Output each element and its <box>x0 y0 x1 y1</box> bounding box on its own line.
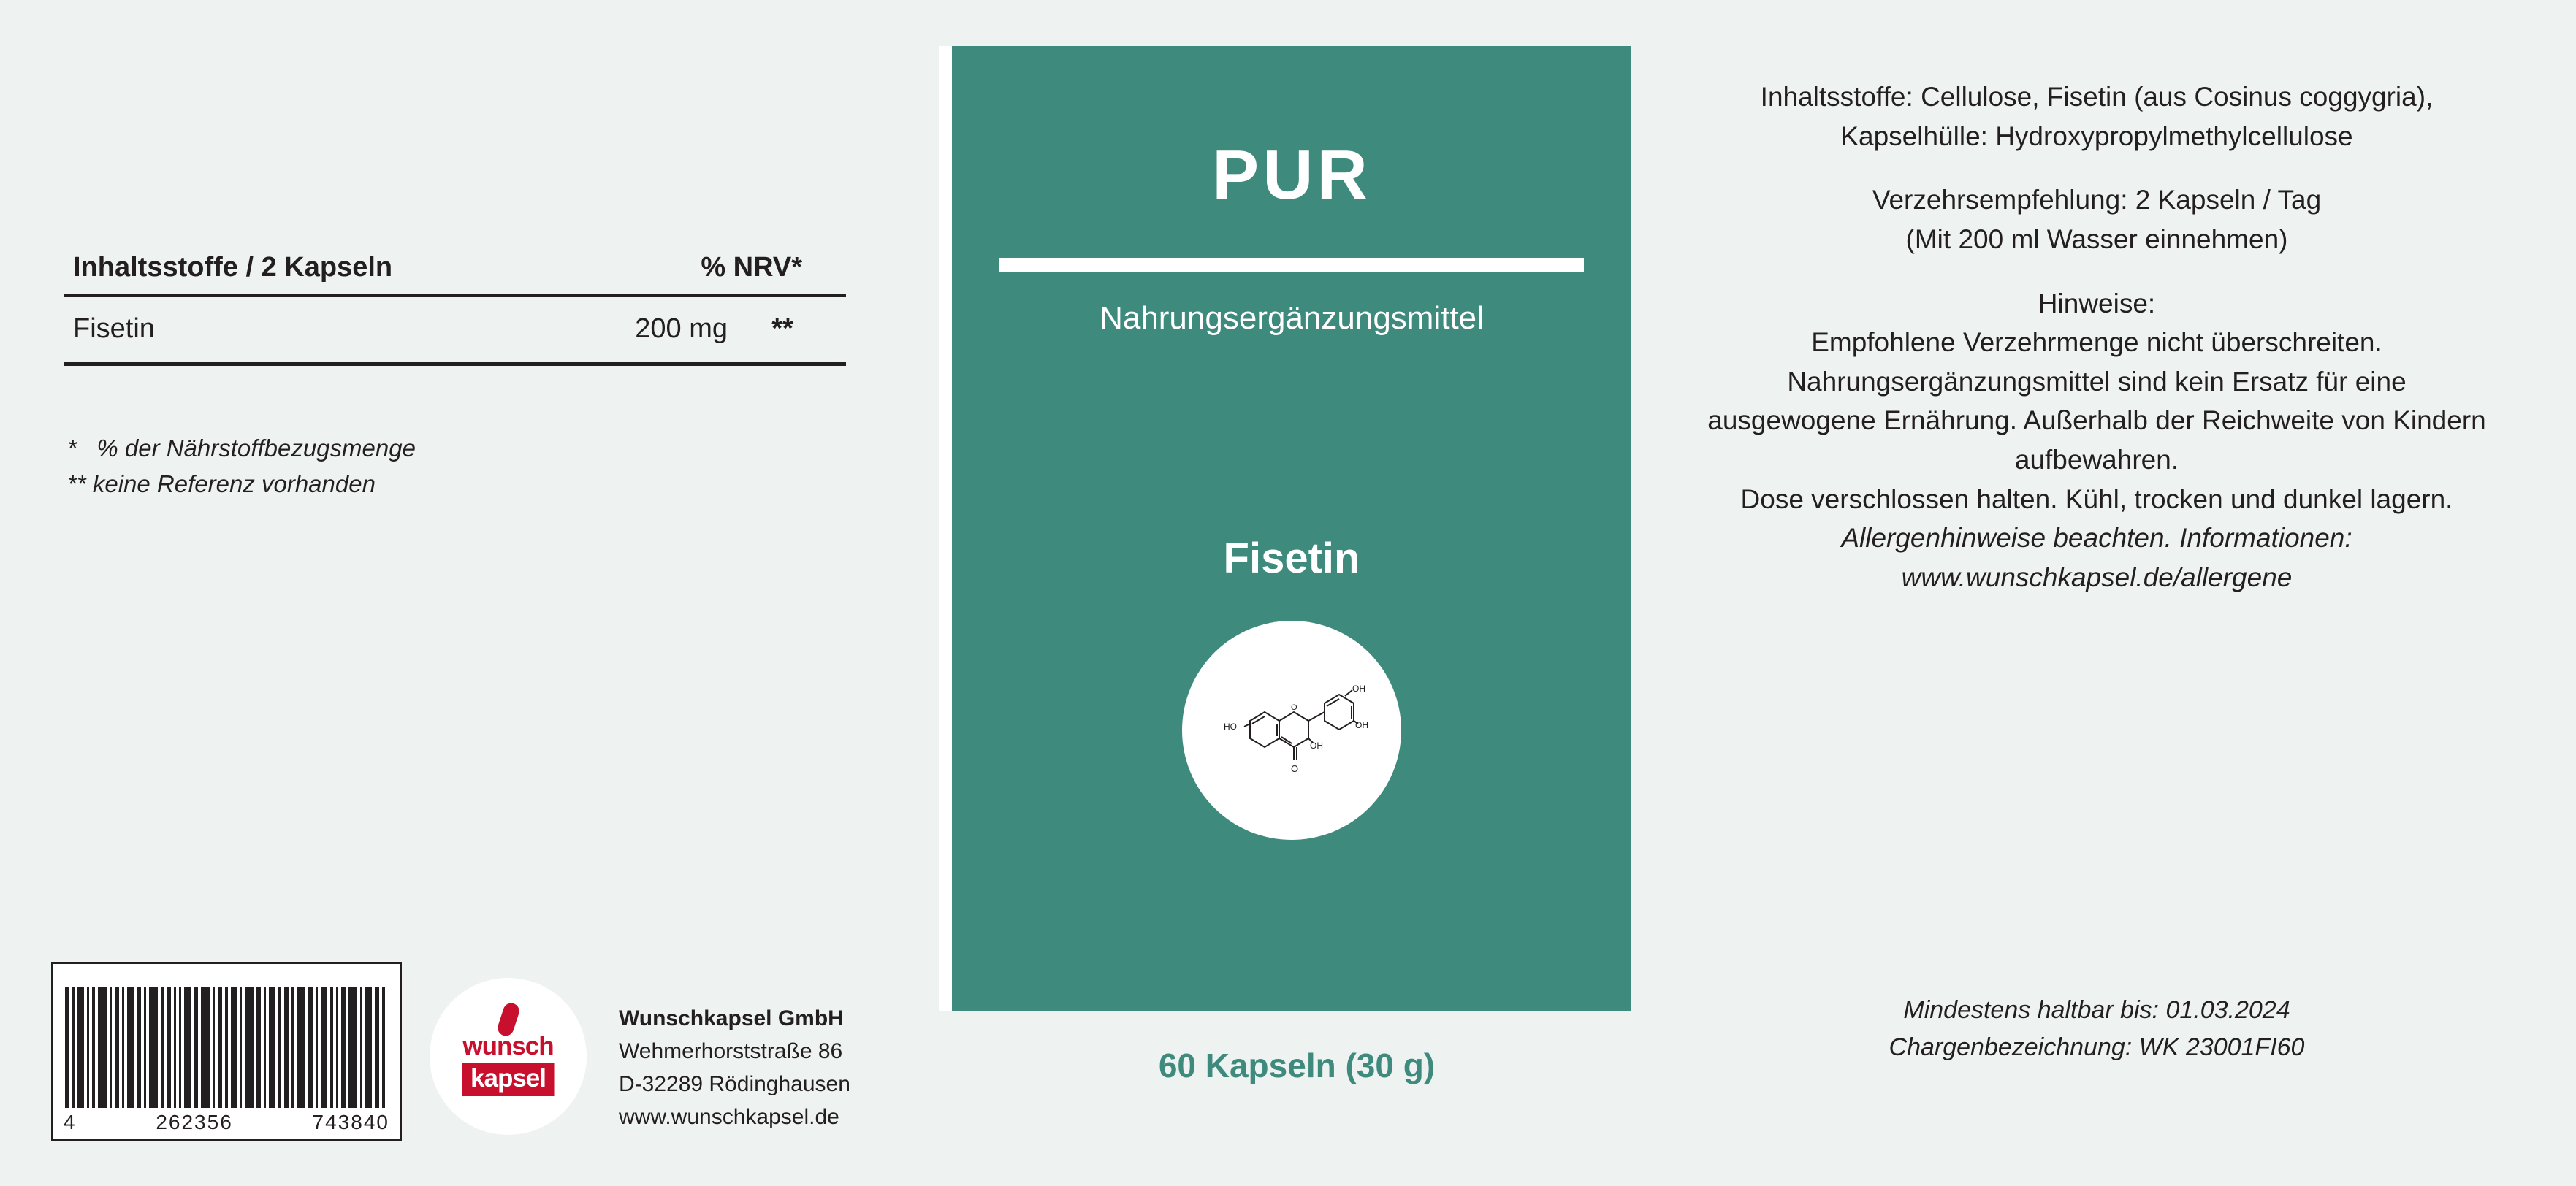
barcode-digit-group1: 262356 <box>156 1111 233 1133</box>
product-name: Fisetin <box>1223 535 1360 582</box>
nutrition-header-ingredients: Inhaltsstoffe / 2 Kapseln <box>73 252 393 283</box>
left-panel <box>0 0 931 1186</box>
allergen-text: Allergenhinweise beachten. Informationen: www.wunschkapsel.de/allergene <box>1841 523 2352 593</box>
manufacturer-city: D-32289 Rödinghausen <box>619 1072 850 1096</box>
nutrition-row-nrv: ** <box>771 313 793 344</box>
svg-text:OH: OH <box>1310 741 1323 751</box>
nutrition-table-header <box>64 252 846 297</box>
manufacturer-block <box>51 962 850 1141</box>
manufacturer-website: www.wunschkapsel.de <box>619 1105 839 1129</box>
nutrition-header-nrv: % NRV* <box>701 252 802 283</box>
info-text-block <box>1706 77 2488 597</box>
table-row <box>64 297 846 366</box>
svg-text:O: O <box>1291 703 1297 712</box>
right-panel <box>1662 0 2576 1186</box>
manufacturer-street: Wehmerhorststraße 86 <box>619 1039 843 1063</box>
manufacturer-company: Wunschkapsel GmbH <box>619 1006 844 1030</box>
batch-info <box>1706 992 2488 1066</box>
barcode <box>51 962 402 1141</box>
front-panel <box>952 46 1631 1011</box>
brand-title: PUR <box>1212 136 1371 214</box>
svg-text:OH: OH <box>1352 684 1365 694</box>
nutrition-table <box>64 252 846 366</box>
logo-word-kapsel: kapsel <box>462 1063 555 1096</box>
barcode-digit-first: 4 <box>64 1111 77 1133</box>
barcode-bars <box>61 987 392 1108</box>
notes-body: Empfohlene Verzehrmenge nicht überschreiten. Nahrungsergänzungsmittel sind kein Ersatz für eine ausgewogene Ernährung. Außerhalb der Reichweite von Kindern aufbewahren. <box>1707 327 2486 475</box>
footnote-nrv: * % der Nährstoffbezugsmenge <box>67 435 416 462</box>
logo-word-wunsch: wunsch <box>462 1032 554 1060</box>
svg-text:O: O <box>1291 763 1299 774</box>
brand-divider <box>999 258 1584 272</box>
nutrition-footnotes <box>67 431 416 502</box>
barcode-digit-group2: 743840 <box>312 1111 389 1133</box>
notes-title: Hinweise: <box>2038 288 2156 318</box>
svg-text:OH: OH <box>1355 720 1368 730</box>
best-before-date: Mindestens haltbar bis: 01.03.2024 <box>1903 996 2290 1024</box>
dosage-line-1: Verzehrsempfehlung: 2 Kapseln / Tag <box>1872 185 2322 215</box>
center-panel <box>931 0 1662 1186</box>
nutrition-row-name: Fisetin <box>73 313 155 344</box>
svg-text:HO: HO <box>1224 722 1237 732</box>
capsule-count: 60 Kapseln (30 g) <box>1158 1047 1436 1084</box>
storage-text: Dose verschlossen halten. Kühl, trocken und dunkel lagern. <box>1740 483 2453 514</box>
ingredients-paragraph <box>1706 77 2488 156</box>
notes-paragraph <box>1706 284 2488 597</box>
manufacturer-address <box>619 1002 850 1133</box>
dosage-line-2: (Mit 200 ml Wasser einnehmen) <box>1905 223 2288 254</box>
footnote-no-reference: ** keine Referenz vorhanden <box>67 470 376 497</box>
barcode-digits <box>61 1108 392 1134</box>
batch-number: Chargenbezeichnung: WK 23001FI60 <box>1889 1033 2305 1061</box>
dosage-paragraph <box>1706 180 2488 259</box>
fisetin-molecule-icon <box>1182 621 1401 840</box>
ingredients-text: Inhaltsstoffe: Cellulose, Fisetin (aus Cosinus coggygria), Kapselhülle: Hydroxypropylmethylcellulose <box>1760 82 2434 151</box>
wunschkapsel-logo <box>430 978 587 1135</box>
brand-subtitle: Nahrungsergänzungsmittel <box>1100 300 1484 336</box>
nutrition-row-amount: 200 mg <box>635 313 728 344</box>
